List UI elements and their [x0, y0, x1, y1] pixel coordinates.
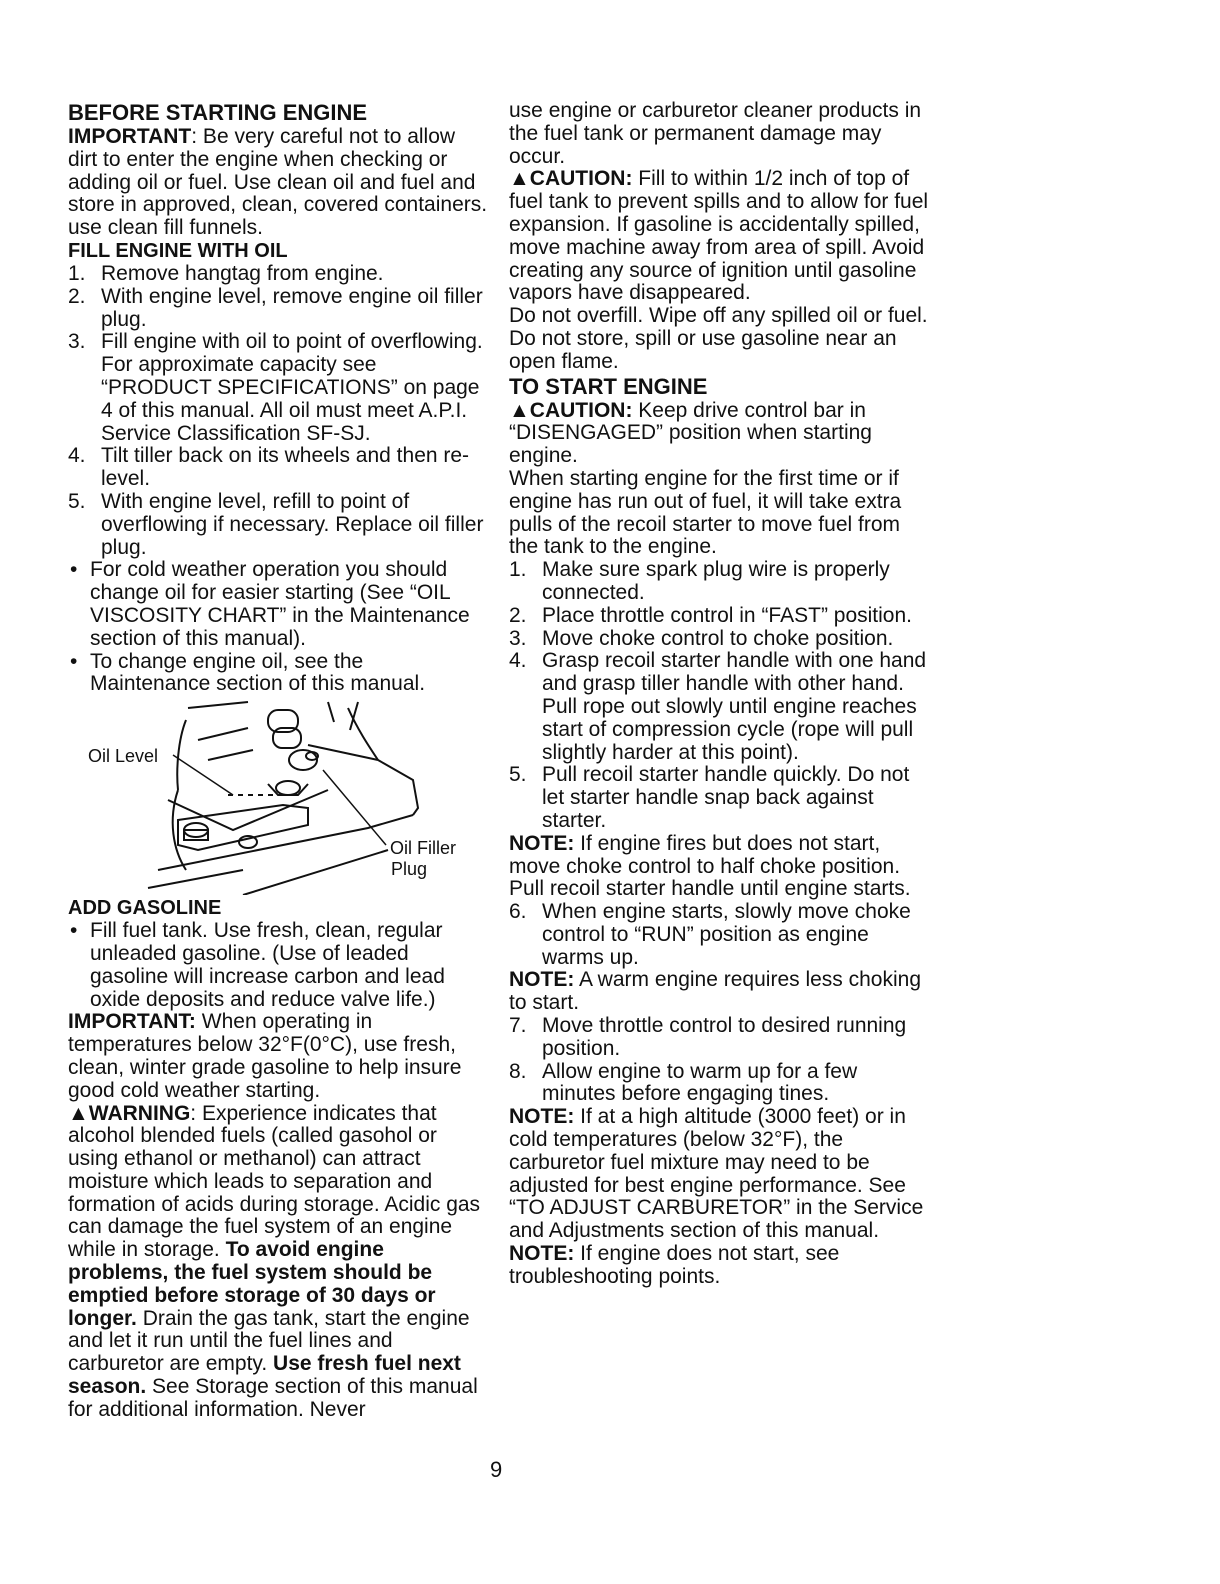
warning-emphasis: Use fresh fuel next season. [68, 1352, 461, 1399]
step-text: Tilt tiller back on its wheels and then re-level. [101, 444, 470, 491]
warning-text: See Storage section of this manual for additional information. Never [68, 1375, 478, 1421]
list-item [509, 764, 929, 832]
step-number: 5. [68, 489, 86, 513]
caution-triangle-icon: ▲ [509, 398, 530, 422]
step-number: 6. [509, 900, 527, 924]
caution-drive-paragraph [509, 400, 929, 468]
step-text: With engine level, remove engine oil filler plug. [101, 284, 483, 331]
list-item [68, 559, 488, 650]
gasoline-bullets [68, 920, 488, 1011]
step-number: 2. [68, 284, 86, 308]
warning-triangle-icon: ▲ [68, 1101, 89, 1125]
fill-oil-heading: FILL ENGINE WITH OIL [68, 239, 288, 262]
list-item [68, 920, 488, 1011]
caution-label: CAUTION: [529, 398, 633, 422]
note-half-choke [509, 833, 929, 901]
note-text: If engine fires but does not start, move choke control to half choke position. Pull recoil starter handle until engine starts. [509, 831, 911, 901]
step-text: When engine starts, slowly move choke control to “RUN” position as engine warms up. [542, 900, 911, 969]
bullet-icon: • [70, 919, 78, 943]
to-start-engine-heading: TO START ENGINE [509, 373, 708, 399]
overfill-paragraph: Do not overfill. Wipe off any spilled oil or fuel. Do not store, spill or use gasoline near an open flame. [509, 304, 928, 373]
start-steps-final [509, 1015, 929, 1106]
continued-paragraph: use engine or carburetor cleaner products in the fuel tank or permanent damage may occur. [509, 99, 922, 168]
first-time-paragraph: When starting engine for the first time or if engine has run out of fuel, it will take extra pulls of the recoil starter to move fuel from the tank to the engine. [509, 466, 902, 559]
list-item [509, 901, 929, 969]
step-number: 3. [68, 330, 86, 354]
step-text: Move choke control to choke position. [542, 626, 894, 650]
important-paragraph [68, 126, 488, 240]
step-number: 5. [509, 763, 527, 787]
note-text: A warm engine requires less choking to start. [509, 968, 922, 1015]
before-starting-heading: BEFORE STARTING ENGINE [68, 100, 368, 125]
step-text: Grasp recoil starter handle with one hand and grasp tiller handle with other hand. Pull rope out slowly until engine reaches start of compression cycle (rope will pull slightly harder at this point). [542, 649, 927, 764]
list-item [68, 651, 488, 697]
bullet-icon: • [70, 558, 78, 582]
note-warm-engine [509, 969, 929, 1015]
fill-oil-steps [68, 263, 488, 559]
note-troubleshooting [509, 1243, 929, 1289]
left-column [68, 100, 488, 1422]
bullet-text: For cold weather operation you should change oil for easier starting (See “OIL VISCOSITY CHART” in the Maintenance section of this manual). [90, 558, 470, 650]
list-item [68, 331, 488, 445]
oil-notes-bullets [68, 559, 488, 696]
list-item [509, 1061, 929, 1107]
oil-filler-label-line-1: Oil Filler [390, 838, 456, 859]
step-number: 8. [509, 1059, 527, 1083]
oil-filler-plug-label [390, 838, 456, 880]
note-label: NOTE: [509, 968, 575, 992]
list-item [509, 1015, 929, 1061]
caution-triangle-icon: ▲ [509, 167, 530, 191]
right-column [509, 100, 929, 1289]
step-text: Fill engine with oil to point of overflowing. For approximate capacity see “PRODUCT SPECIFICATIONS” on page 4 of this manual. All oil must meet A.P.I. Service Classification SF-SJ. [101, 330, 483, 445]
note-label: NOTE: [509, 831, 575, 855]
step-text: Make sure spark plug wire is properly connected. [542, 558, 890, 604]
step-number: 4. [68, 444, 86, 468]
note-text: If at a high altitude (3000 feet) or in cold temperatures (below 32°F), the carburetor fuel mixture may need to be adjusted for best engine performance. See “TO ADJUST CARBURETOR” in the Service and Adjustments section of this manual. [509, 1105, 924, 1243]
caution-text: Keep drive control bar in “DISENGAGED” position when starting engine. [509, 398, 872, 468]
warning-emphasis: To avoid engine problems, the fuel system should be emptied before storage of 30 days or longer. [68, 1238, 436, 1330]
warning-text: Drain the gas tank, start the engine and let it run until the fuel lines and carburetor are empty. [68, 1306, 470, 1376]
list-item [68, 286, 488, 332]
important-text: When operating in temperatures below 32°F(0°C), use fresh, clean, winter grade gasoline to help insure good cold weather starting. [68, 1010, 462, 1102]
step-text: Remove hangtag from engine. [101, 261, 384, 285]
note-high-altitude [509, 1106, 929, 1243]
list-item [509, 628, 929, 651]
step-text: Place throttle control in “FAST” position. [542, 603, 912, 627]
oil-level-diagram [68, 700, 488, 895]
important-label: IMPORTANT: [68, 1010, 196, 1034]
list-item [509, 559, 929, 605]
step-number: 1. [68, 261, 86, 285]
step-text: Allow engine to warm up for a few minutes before engaging tines. [542, 1059, 858, 1106]
step-number: 2. [509, 603, 527, 627]
caution-fill-paragraph [509, 168, 929, 305]
caution-label: CAUTION: [529, 167, 633, 191]
warning-paragraph [68, 1103, 488, 1422]
step-number: 1. [509, 558, 527, 582]
list-item [68, 491, 488, 559]
note-label: NOTE: [509, 1105, 575, 1129]
list-item [68, 263, 488, 286]
note-label: NOTE: [509, 1242, 575, 1266]
step-text: Move throttle control to desired running position. [542, 1014, 907, 1060]
warning-text: : Experience indicates that alcohol blended fuels (called gasohol or using ethanol or methanol) can attract moisture which leads to separation and formation of acids during storage. Acidic gas can damage the fuel system of an engine while in storage. [68, 1101, 481, 1262]
step-text: Pull recoil starter handle quickly. Do not let starter handle snap back against starter. [542, 763, 910, 832]
add-gasoline-heading: ADD GASOLINE [68, 897, 222, 920]
caution-text: Fill to within 1/2 inch of top of fuel tank to prevent spills and to allow for fuel expansion. If gasoline is accidentally spilled, move machine away from area of spill. Avoid creating any source of ignition until gasoline vapors have disappeared. [509, 167, 929, 305]
list-item [509, 605, 929, 628]
oil-filler-label-line-2: Plug [391, 859, 428, 880]
page-number: 9 [490, 1457, 503, 1482]
important-text: : Be very careful not to allow dirt to enter the engine when checking or adding oil or fuel. Use clean oil and fuel and store in approved, clean, covered containers. use clean fill funnels. [68, 125, 488, 240]
step-number: 4. [509, 649, 527, 673]
step-number: 3. [509, 626, 527, 650]
list-item [509, 650, 929, 764]
step-text: With engine level, refill to point of overflowing if necessary. Replace oil filler plug. [101, 489, 484, 559]
bullet-text: To change engine oil, see the Maintenance section of this manual. [90, 649, 426, 696]
warning-label: WARNING [88, 1101, 191, 1125]
step-number: 7. [509, 1014, 527, 1038]
list-item [68, 445, 488, 491]
important-label: IMPORTANT [68, 125, 192, 148]
bullet-text: Fill fuel tank. Use fresh, clean, regular unleaded gasoline. (Use of leaded gasoline will increase carbon and lead oxide deposits and reduce valve life.) [90, 919, 445, 1011]
start-steps-continued [509, 901, 929, 969]
oil-level-label: Oil Level [88, 746, 159, 767]
bullet-icon: • [70, 649, 78, 673]
important-cold-weather-paragraph [68, 1011, 488, 1102]
start-steps [509, 559, 929, 833]
note-text: If engine does not start, see troubleshooting points. [509, 1242, 840, 1288]
